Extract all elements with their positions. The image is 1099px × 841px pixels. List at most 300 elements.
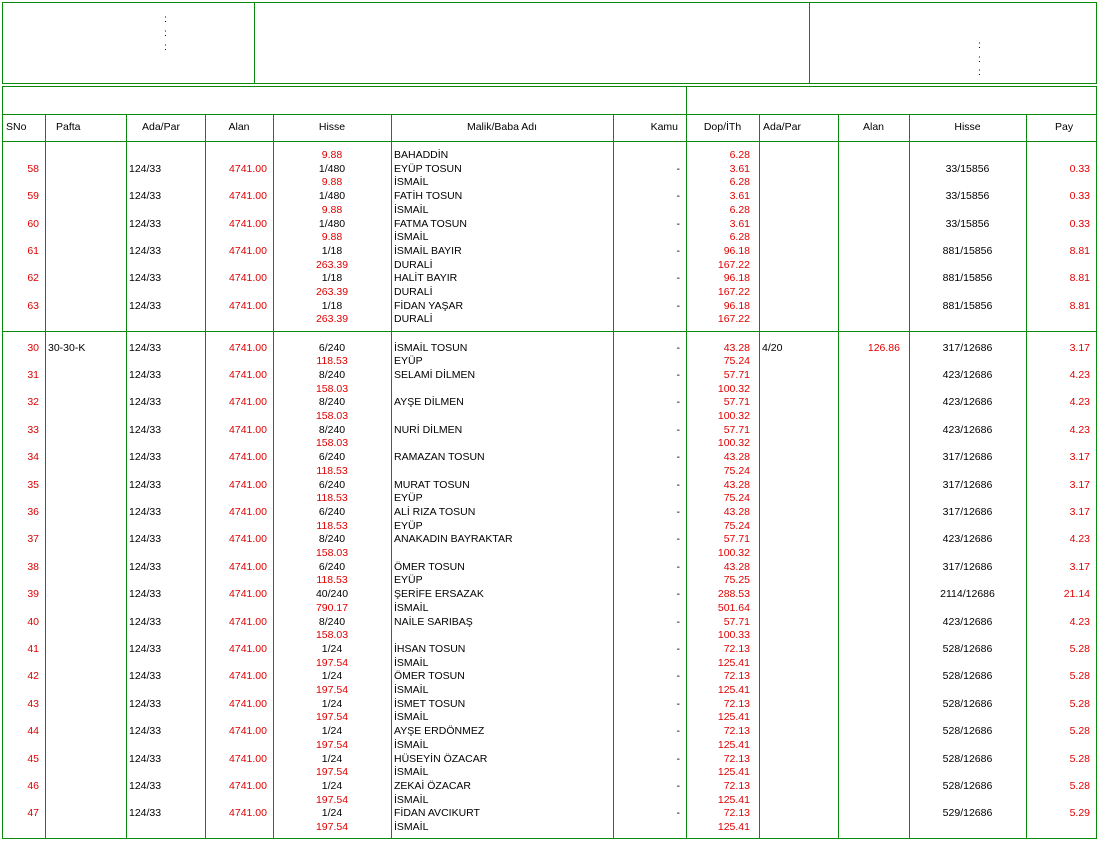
row-ada-parsel: 124/33 bbox=[129, 697, 162, 710]
row-pay: 4.23 bbox=[1069, 368, 1090, 381]
row-dop-amount: 125.41 bbox=[717, 821, 750, 833]
row-hisse: 1/480 bbox=[318, 162, 346, 175]
row-hisse: 1/18 bbox=[321, 299, 343, 312]
row-alan: 4741.00 bbox=[229, 670, 267, 683]
row-ada-parsel: 124/33 bbox=[129, 725, 162, 738]
row-baba: İSMAİL bbox=[394, 203, 429, 216]
row-dop-amount: 6.28 bbox=[729, 203, 750, 216]
row-imar-hisse: 528/12686 bbox=[942, 642, 993, 655]
row-kamu: - bbox=[676, 725, 680, 738]
column-header-hisse: Hisse bbox=[318, 121, 346, 133]
row-malik: HÜSEYİN ÖZACAR bbox=[394, 752, 488, 765]
row-baba: İSMAİL bbox=[394, 231, 429, 244]
row-pay: 4.23 bbox=[1069, 615, 1090, 628]
row-kamu: - bbox=[676, 190, 680, 203]
row-alan: 4741.00 bbox=[229, 217, 267, 230]
row-dop-amount: 167.22 bbox=[717, 258, 750, 271]
row-dop-amount: 125.41 bbox=[717, 711, 750, 724]
row-dop-amount: 125.41 bbox=[717, 766, 750, 779]
column-header-imar-alan: Alan bbox=[862, 121, 884, 133]
row-imar-hisse: 33/15856 bbox=[945, 162, 990, 175]
row-imar-hisse: 317/12686 bbox=[942, 341, 993, 354]
row-dop: 72.13 bbox=[723, 779, 750, 792]
row-malik: İSMET TOSUN bbox=[394, 697, 466, 710]
row-dop-amount: 75.24 bbox=[723, 519, 750, 532]
row-kamu: - bbox=[676, 217, 680, 230]
row-alan: 4741.00 bbox=[229, 505, 267, 518]
row-hisse-amount: 197.54 bbox=[315, 684, 349, 696]
row-dop: 43.28 bbox=[723, 478, 750, 491]
row-kamu: - bbox=[676, 162, 680, 175]
row-baba: EYÜP bbox=[394, 492, 423, 505]
row-alan: 4741.00 bbox=[229, 779, 267, 792]
row-pay: 0.33 bbox=[1069, 190, 1090, 203]
row-hisse-amount: 158.03 bbox=[315, 437, 349, 450]
row-kamu: - bbox=[676, 505, 680, 518]
row-imar-alan: 126.86 bbox=[867, 341, 900, 354]
row-sno: 47 bbox=[27, 807, 39, 820]
row-baba: İSMAİL bbox=[394, 176, 429, 189]
row-baba: İSMAİL bbox=[394, 656, 429, 669]
row-baba: EYÜP bbox=[394, 355, 423, 368]
row-imar-hisse: 528/12686 bbox=[942, 725, 993, 738]
row-hisse-amount: 118.53 bbox=[316, 574, 348, 587]
row-dop-amount: 125.41 bbox=[717, 656, 750, 669]
row-hisse-amount: 197.54 bbox=[315, 738, 349, 751]
row-ada-parsel: 124/33 bbox=[129, 642, 162, 655]
row-baba: İSMAİL bbox=[394, 684, 429, 696]
row-dop-amount: 6.28 bbox=[729, 231, 750, 244]
row-sno: 33 bbox=[27, 423, 39, 436]
row-imar-hisse: 528/12686 bbox=[942, 670, 993, 683]
row-malik: FİDAN AVCIKURT bbox=[394, 807, 480, 820]
row-hisse-amount: 197.54 bbox=[315, 656, 349, 669]
row-ada-parsel: 124/33 bbox=[129, 505, 162, 518]
row-baba: DURALİ bbox=[394, 286, 433, 298]
column-header-pay: Pay bbox=[1055, 121, 1074, 133]
title-box bbox=[254, 2, 810, 84]
row-dop: 43.28 bbox=[723, 505, 750, 518]
row-baba: DURALİ bbox=[394, 258, 433, 271]
column-header-imar-adapar: Ada/Par bbox=[763, 121, 801, 133]
row-hisse: 8/240 bbox=[318, 423, 346, 436]
column-header-alan: Alan bbox=[228, 121, 250, 133]
row-pay: 5.28 bbox=[1069, 779, 1090, 792]
row-pay: 8.81 bbox=[1069, 272, 1090, 285]
row-malik: ALİ RIZA TOSUN bbox=[394, 505, 476, 518]
row-sno: 61 bbox=[27, 244, 39, 257]
row-alan: 4741.00 bbox=[229, 615, 267, 628]
row-alan: 4741.00 bbox=[229, 642, 267, 655]
row-kamu: - bbox=[676, 423, 680, 436]
row-hisse-amount: 158.03 bbox=[315, 629, 349, 642]
row-pay: 21.14 bbox=[1063, 588, 1090, 601]
row-dop: 96.18 bbox=[723, 244, 750, 257]
column-header-dop: Dop/İTh bbox=[703, 121, 742, 133]
row-hisse-amount: 158.03 bbox=[315, 547, 349, 559]
row-hisse: 1/24 bbox=[321, 752, 343, 765]
row-ada-parsel: 124/33 bbox=[129, 588, 162, 601]
column-header-adapar: Ada/Par bbox=[142, 121, 180, 133]
row-pay: 4.23 bbox=[1069, 423, 1090, 436]
row-hisse: 1/24 bbox=[321, 642, 343, 655]
row-hisse: 6/240 bbox=[318, 451, 346, 464]
row-dop: 96.18 bbox=[723, 272, 750, 285]
row-imar-hisse: 317/12686 bbox=[942, 451, 993, 464]
row-sno: 62 bbox=[27, 272, 39, 285]
row-dop: 96.18 bbox=[723, 299, 750, 312]
row-hisse-amount: 9.88 bbox=[321, 176, 343, 189]
row-alan: 4741.00 bbox=[229, 190, 267, 203]
row-ada-parsel: 124/33 bbox=[129, 752, 162, 765]
row-pay: 3.17 bbox=[1069, 560, 1090, 573]
row-malik: AYŞE DİLMEN bbox=[394, 396, 464, 409]
row-alan: 4741.00 bbox=[229, 752, 267, 765]
row-dop-amount: 501.64 bbox=[717, 601, 750, 614]
row-sno: 30 bbox=[27, 341, 39, 354]
row-hisse: 1/18 bbox=[321, 244, 343, 257]
row-imar-hisse: 881/15856 bbox=[942, 299, 993, 312]
row-imar-hisse: 529/12686 bbox=[942, 807, 993, 820]
row-baba: İSMAİL bbox=[394, 601, 429, 614]
row-hisse-amount: 790.17 bbox=[315, 601, 349, 614]
row-sno: 45 bbox=[27, 752, 39, 765]
row-sno: 35 bbox=[27, 478, 39, 491]
row-sno: 41 bbox=[27, 642, 39, 655]
row-pay: 5.29 bbox=[1069, 807, 1090, 820]
row-pay: 4.23 bbox=[1069, 533, 1090, 546]
row-sno: 59 bbox=[27, 190, 39, 203]
row-dop-amount: 75.25 bbox=[723, 574, 750, 587]
row-pay: 4.23 bbox=[1069, 396, 1090, 409]
column-header-pafta: Pafta bbox=[56, 121, 81, 133]
row-sno: 43 bbox=[27, 697, 39, 710]
row-dop: 43.28 bbox=[723, 341, 750, 354]
row-pay: 0.33 bbox=[1069, 217, 1090, 230]
row-hisse: 1/24 bbox=[321, 697, 343, 710]
row-imar-hisse: 33/15856 bbox=[945, 217, 990, 230]
row-kamu: - bbox=[676, 478, 680, 491]
row-baba: İSMAİL bbox=[394, 821, 429, 833]
row-hisse-amount: 197.54 bbox=[315, 821, 349, 833]
row-pay: 5.28 bbox=[1069, 752, 1090, 765]
row-ada-parsel: 124/33 bbox=[129, 396, 162, 409]
row-imar-hisse: 33/15856 bbox=[945, 190, 990, 203]
row-sno: 39 bbox=[27, 588, 39, 601]
row-alan: 4741.00 bbox=[229, 244, 267, 257]
row-kamu: - bbox=[676, 588, 680, 601]
row-dop: 72.13 bbox=[723, 670, 750, 683]
row-sno: 38 bbox=[27, 560, 39, 573]
row-pay: 3.17 bbox=[1069, 505, 1090, 518]
row-baba: EYÜP bbox=[394, 574, 423, 587]
row-hisse: 6/240 bbox=[318, 505, 346, 518]
row-baba: BAHADDİN bbox=[394, 149, 449, 161]
row-sno: 60 bbox=[27, 217, 39, 230]
row-hisse: 1/24 bbox=[321, 725, 343, 738]
row-imar-ada-parsel: 4/20 bbox=[762, 341, 783, 354]
row-dop: 57.71 bbox=[723, 368, 750, 381]
row-sno: 46 bbox=[27, 779, 39, 792]
row-ada-parsel: 124/33 bbox=[129, 368, 162, 381]
row-hisse: 1/480 bbox=[318, 190, 346, 203]
row-hisse-amount: 263.39 bbox=[315, 258, 349, 271]
row-ada-parsel: 124/33 bbox=[129, 162, 162, 175]
row-alan: 4741.00 bbox=[229, 423, 267, 436]
row-pay: 3.17 bbox=[1069, 451, 1090, 464]
row-alan: 4741.00 bbox=[229, 272, 267, 285]
row-imar-hisse: 423/12686 bbox=[942, 615, 993, 628]
row-ada-parsel: 124/33 bbox=[129, 779, 162, 792]
row-imar-hisse: 528/12686 bbox=[942, 779, 993, 792]
row-dop-amount: 6.28 bbox=[729, 149, 750, 161]
row-dop: 57.71 bbox=[723, 423, 750, 436]
row-dop-amount: 167.22 bbox=[717, 313, 750, 326]
row-malik: ÖMER TOSUN bbox=[394, 560, 465, 573]
row-pafta: 30-30-K bbox=[48, 341, 86, 354]
row-hisse-amount: 197.54 bbox=[315, 793, 349, 806]
row-hisse-amount: 118.53 bbox=[316, 519, 348, 532]
row-sno: 58 bbox=[27, 162, 39, 175]
row-malik: NAİLE SARIBAŞ bbox=[394, 615, 473, 628]
row-pay: 8.81 bbox=[1069, 299, 1090, 312]
row-dop: 3.61 bbox=[729, 217, 750, 230]
row-pay: 5.28 bbox=[1069, 725, 1090, 738]
row-imar-hisse: 881/15856 bbox=[942, 244, 993, 257]
row-dop: 3.61 bbox=[729, 190, 750, 203]
row-kamu: - bbox=[676, 533, 680, 546]
row-kamu: - bbox=[676, 779, 680, 792]
row-malik: NURİ DİLMEN bbox=[394, 423, 463, 436]
column-header-imar-hisse: Hisse bbox=[954, 121, 981, 133]
row-sno: 34 bbox=[27, 451, 39, 464]
row-malik: FATİH TOSUN bbox=[394, 190, 463, 203]
row-dop-amount: 75.24 bbox=[723, 355, 750, 368]
row-ada-parsel: 124/33 bbox=[129, 341, 162, 354]
column-header-sno: SNo bbox=[6, 121, 27, 133]
row-alan: 4741.00 bbox=[229, 299, 267, 312]
row-kamu: - bbox=[676, 272, 680, 285]
row-dop-amount: 125.41 bbox=[717, 738, 750, 751]
row-hisse-amount: 9.88 bbox=[321, 231, 343, 244]
row-pay: 0.33 bbox=[1069, 162, 1090, 175]
row-alan: 4741.00 bbox=[229, 560, 267, 573]
row-hisse-amount: 118.53 bbox=[316, 355, 348, 368]
row-baba: EYÜP bbox=[394, 519, 423, 532]
row-ada-parsel: 124/33 bbox=[129, 272, 162, 285]
row-ada-parsel: 124/33 bbox=[129, 478, 162, 491]
row-pay: 8.81 bbox=[1069, 244, 1090, 257]
row-imar-hisse: 528/12686 bbox=[942, 752, 993, 765]
row-kamu: - bbox=[676, 752, 680, 765]
row-imar-hisse: 317/12686 bbox=[942, 560, 993, 573]
row-alan: 4741.00 bbox=[229, 588, 267, 601]
row-kamu: - bbox=[676, 615, 680, 628]
row-hisse: 1/24 bbox=[321, 670, 343, 683]
row-dop-amount: 100.32 bbox=[717, 382, 750, 395]
row-malik: İHSAN TOSUN bbox=[394, 642, 466, 655]
row-dop: 72.13 bbox=[723, 697, 750, 710]
row-dop: 43.28 bbox=[723, 560, 750, 573]
row-alan: 4741.00 bbox=[229, 396, 267, 409]
row-ada-parsel: 124/33 bbox=[129, 560, 162, 573]
row-baba: İSMAİL bbox=[394, 711, 429, 724]
row-dop-amount: 100.32 bbox=[717, 437, 750, 450]
summary-panel: : : : bbox=[164, 13, 167, 53]
row-dop: 57.71 bbox=[723, 533, 750, 546]
row-pay: 5.28 bbox=[1069, 697, 1090, 710]
row-alan: 4741.00 bbox=[229, 162, 267, 175]
row-dop: 43.28 bbox=[723, 451, 750, 464]
row-hisse: 1/480 bbox=[318, 217, 346, 230]
row-alan: 4741.00 bbox=[229, 341, 267, 354]
row-dop: 57.71 bbox=[723, 615, 750, 628]
row-alan: 4741.00 bbox=[229, 807, 267, 820]
row-kamu: - bbox=[676, 244, 680, 257]
row-kamu: - bbox=[676, 299, 680, 312]
column-header-malik: Malik/Baba Adı bbox=[466, 121, 538, 133]
row-malik: AYŞE ERDÖNMEZ bbox=[394, 725, 485, 738]
ada-info-panel: : : : bbox=[978, 39, 981, 79]
row-dop: 3.61 bbox=[729, 162, 750, 175]
row-kamu: - bbox=[676, 451, 680, 464]
row-hisse: 1/24 bbox=[321, 779, 343, 792]
row-sno: 37 bbox=[27, 533, 39, 546]
row-alan: 4741.00 bbox=[229, 451, 267, 464]
row-imar-hisse: 423/12686 bbox=[942, 368, 993, 381]
row-malik: EYÜP TOSUN bbox=[394, 162, 462, 175]
row-imar-hisse: 881/15856 bbox=[942, 272, 993, 285]
row-malik: HALİT BAYIR bbox=[394, 272, 458, 285]
row-ada-parsel: 124/33 bbox=[129, 451, 162, 464]
row-pay: 3.17 bbox=[1069, 478, 1090, 491]
row-dop-amount: 75.24 bbox=[723, 464, 750, 477]
row-hisse-amount: 197.54 bbox=[315, 711, 349, 724]
row-hisse-amount: 263.39 bbox=[315, 286, 349, 298]
row-hisse: 8/240 bbox=[318, 615, 346, 628]
row-hisse: 40/240 bbox=[315, 588, 349, 601]
row-dop-amount: 6.28 bbox=[729, 176, 750, 189]
row-kamu: - bbox=[676, 807, 680, 820]
row-malik: MURAT TOSUN bbox=[394, 478, 470, 491]
row-sno: 36 bbox=[27, 505, 39, 518]
row-baba: İSMAİL bbox=[394, 738, 429, 751]
row-alan: 4741.00 bbox=[229, 725, 267, 738]
row-hisse-amount: 158.03 bbox=[315, 382, 349, 395]
row-kamu: - bbox=[676, 560, 680, 573]
row-sno: 42 bbox=[27, 670, 39, 683]
row-malik: RAMAZAN TOSUN bbox=[394, 451, 485, 464]
row-hisse: 6/240 bbox=[318, 560, 346, 573]
row-dop-amount: 125.41 bbox=[717, 793, 750, 806]
row-hisse-amount: 158.03 bbox=[315, 410, 349, 422]
row-ada-parsel: 124/33 bbox=[129, 190, 162, 203]
row-alan: 4741.00 bbox=[229, 533, 267, 546]
row-hisse: 1/18 bbox=[321, 272, 343, 285]
row-baba: DURALİ bbox=[394, 313, 433, 326]
row-hisse-amount: 118.53 bbox=[316, 464, 348, 477]
row-malik: ÖMER TOSUN bbox=[394, 670, 465, 683]
row-hisse: 1/24 bbox=[321, 807, 343, 820]
row-dop: 72.13 bbox=[723, 642, 750, 655]
row-kamu: - bbox=[676, 341, 680, 354]
row-kamu: - bbox=[676, 642, 680, 655]
row-imar-hisse: 2114/12686 bbox=[940, 588, 995, 601]
row-dop-amount: 100.33 bbox=[717, 629, 750, 642]
row-dop: 72.13 bbox=[723, 807, 750, 820]
row-sno: 44 bbox=[27, 725, 39, 738]
row-ada-parsel: 124/33 bbox=[129, 299, 162, 312]
row-hisse-amount: 9.88 bbox=[321, 203, 343, 216]
row-ada-parsel: 124/33 bbox=[129, 670, 162, 683]
row-ada-parsel: 124/33 bbox=[129, 244, 162, 257]
row-kamu: - bbox=[676, 670, 680, 683]
row-hisse: 6/240 bbox=[318, 341, 346, 354]
row-sno: 63 bbox=[27, 299, 39, 312]
row-hisse-amount: 9.88 bbox=[321, 149, 343, 161]
row-alan: 4741.00 bbox=[229, 368, 267, 381]
row-imar-hisse: 423/12686 bbox=[942, 533, 993, 546]
row-malik: FİDAN YAŞAR bbox=[394, 299, 464, 312]
row-dop: 288.53 bbox=[717, 588, 750, 601]
row-malik: ZEKAİ ÖZACAR bbox=[394, 779, 472, 792]
row-dop-amount: 100.32 bbox=[717, 410, 750, 422]
row-kamu: - bbox=[676, 368, 680, 381]
row-imar-hisse: 423/12686 bbox=[942, 396, 993, 409]
row-ada-parsel: 124/33 bbox=[129, 615, 162, 628]
row-malik: SELAMİ DİLMEN bbox=[394, 368, 476, 381]
row-baba: İSMAİL bbox=[394, 793, 429, 806]
row-malik: İSMAİL BAYIR bbox=[394, 244, 462, 257]
row-dop: 72.13 bbox=[723, 752, 750, 765]
row-hisse-amount: 263.39 bbox=[315, 313, 349, 326]
row-kamu: - bbox=[676, 396, 680, 409]
row-hisse: 8/240 bbox=[318, 368, 346, 381]
row-pay: 5.28 bbox=[1069, 670, 1090, 683]
row-sno: 31 bbox=[27, 368, 39, 381]
row-hisse-amount: 197.54 bbox=[315, 766, 349, 779]
row-malik: FATMA TOSUN bbox=[394, 217, 467, 230]
row-malik: ANAKADIN BAYRAKTAR bbox=[394, 533, 513, 546]
row-dop-amount: 125.41 bbox=[717, 684, 750, 696]
row-hisse-amount: 118.53 bbox=[316, 492, 348, 505]
row-malik: ŞERİFE ERSAZAK bbox=[394, 588, 484, 601]
row-dop-amount: 100.32 bbox=[717, 547, 750, 559]
row-pay: 5.28 bbox=[1069, 642, 1090, 655]
row-imar-hisse: 317/12686 bbox=[942, 478, 993, 491]
row-alan: 4741.00 bbox=[229, 697, 267, 710]
row-imar-hisse: 317/12686 bbox=[942, 505, 993, 518]
row-sno: 32 bbox=[27, 396, 39, 409]
row-hisse: 6/240 bbox=[318, 478, 346, 491]
row-dop-amount: 167.22 bbox=[717, 286, 750, 298]
row-malik: İSMAİL TOSUN bbox=[394, 341, 468, 354]
row-imar-hisse: 423/12686 bbox=[942, 423, 993, 436]
row-imar-hisse: 528/12686 bbox=[942, 697, 993, 710]
row-alan: 4741.00 bbox=[229, 478, 267, 491]
row-sno: 40 bbox=[27, 615, 39, 628]
row-ada-parsel: 124/33 bbox=[129, 423, 162, 436]
column-header-kamu: Kamu bbox=[650, 121, 678, 133]
row-dop: 72.13 bbox=[723, 725, 750, 738]
row-pay: 3.17 bbox=[1069, 341, 1090, 354]
row-dop: 57.71 bbox=[723, 396, 750, 409]
row-hisse: 8/240 bbox=[318, 396, 346, 409]
row-kamu: - bbox=[676, 697, 680, 710]
row-ada-parsel: 124/33 bbox=[129, 807, 162, 820]
row-hisse: 8/240 bbox=[318, 533, 346, 546]
row-ada-parsel: 124/33 bbox=[129, 217, 162, 230]
